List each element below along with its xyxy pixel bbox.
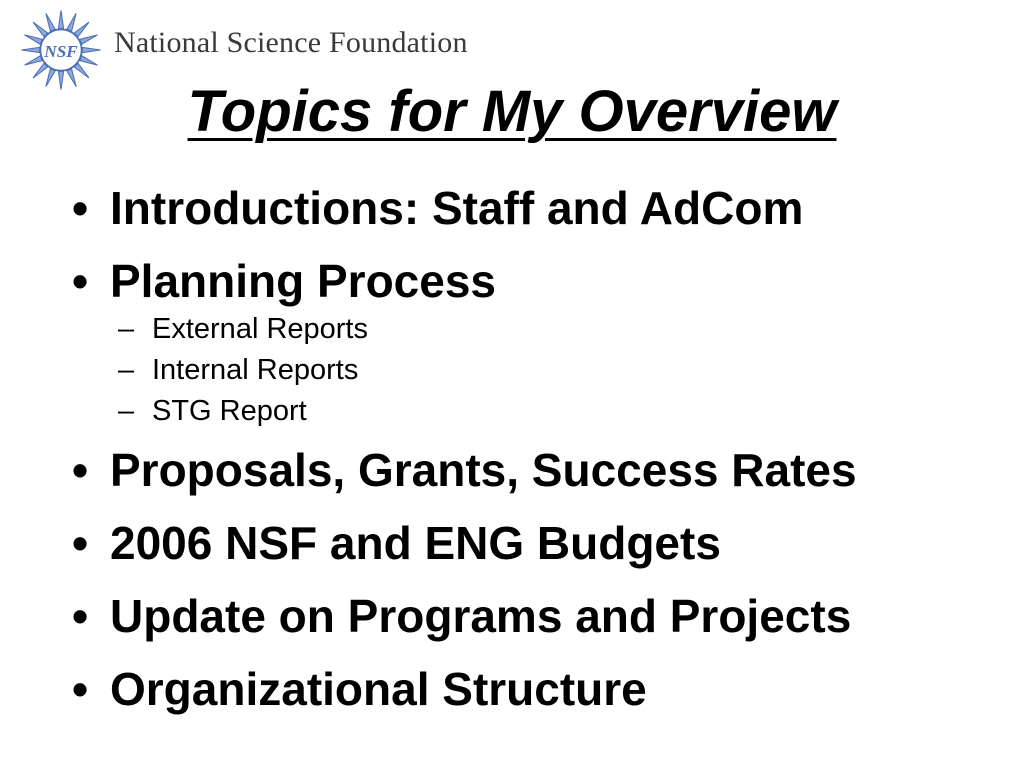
- bullet-item: [72, 253, 1012, 432]
- bullet-text: Proposals, Grants, Success Rates: [110, 444, 857, 496]
- logo-spike: [80, 56, 98, 65]
- bullet-symbol: •: [72, 663, 89, 715]
- logo-spike: [58, 10, 63, 28]
- bullet-item: [72, 588, 1012, 644]
- organization-name: National Science Foundation: [114, 26, 468, 59]
- bullet-symbol: •: [72, 517, 89, 569]
- bullet-text: Introductions: Staff and AdCom: [110, 182, 804, 234]
- sub-text: Internal Reports: [152, 354, 359, 386]
- bullet-item: [72, 442, 1012, 498]
- logo-spike: [67, 13, 76, 31]
- bullet-symbol: •: [72, 182, 89, 234]
- logo-spike: [74, 63, 89, 78]
- bullet-text: Organizational Structure: [110, 663, 647, 715]
- logo-spike: [21, 47, 39, 52]
- logo-spike: [24, 56, 42, 65]
- sub-symbol: –: [118, 313, 135, 345]
- bullet-symbol: •: [72, 444, 89, 496]
- sub-item: [118, 350, 1012, 391]
- logo-spike: [33, 63, 48, 78]
- slide-title: Topics for My Overview: [187, 79, 837, 144]
- bullet-item: [72, 180, 1012, 236]
- bullet-text: Update on Programs and Projects: [110, 590, 852, 642]
- logo-text: NSF: [44, 41, 78, 61]
- sub-list: [110, 309, 1012, 432]
- sub-text: STG Report: [152, 395, 307, 427]
- bullet-item: [72, 515, 1012, 571]
- logo-spike: [33, 22, 48, 37]
- sub-text: External Reports: [152, 313, 368, 345]
- logo-spike: [82, 47, 100, 52]
- bullet-text: Planning Process: [110, 255, 497, 307]
- logo-spike: [80, 35, 98, 44]
- bullet-text: 2006 NSF and ENG Budgets: [110, 517, 721, 569]
- bullet-symbol: •: [72, 255, 89, 307]
- sub-symbol: –: [118, 354, 135, 386]
- sub-item: [118, 309, 1012, 350]
- sub-symbol: –: [118, 395, 135, 427]
- logo-spike: [46, 13, 55, 31]
- bullet-symbol: •: [72, 590, 89, 642]
- logo-spike: [24, 35, 42, 44]
- bullet-list: [72, 180, 1012, 734]
- bullet-item: [72, 661, 1012, 717]
- sub-item: [118, 391, 1012, 432]
- logo-spike: [74, 22, 89, 37]
